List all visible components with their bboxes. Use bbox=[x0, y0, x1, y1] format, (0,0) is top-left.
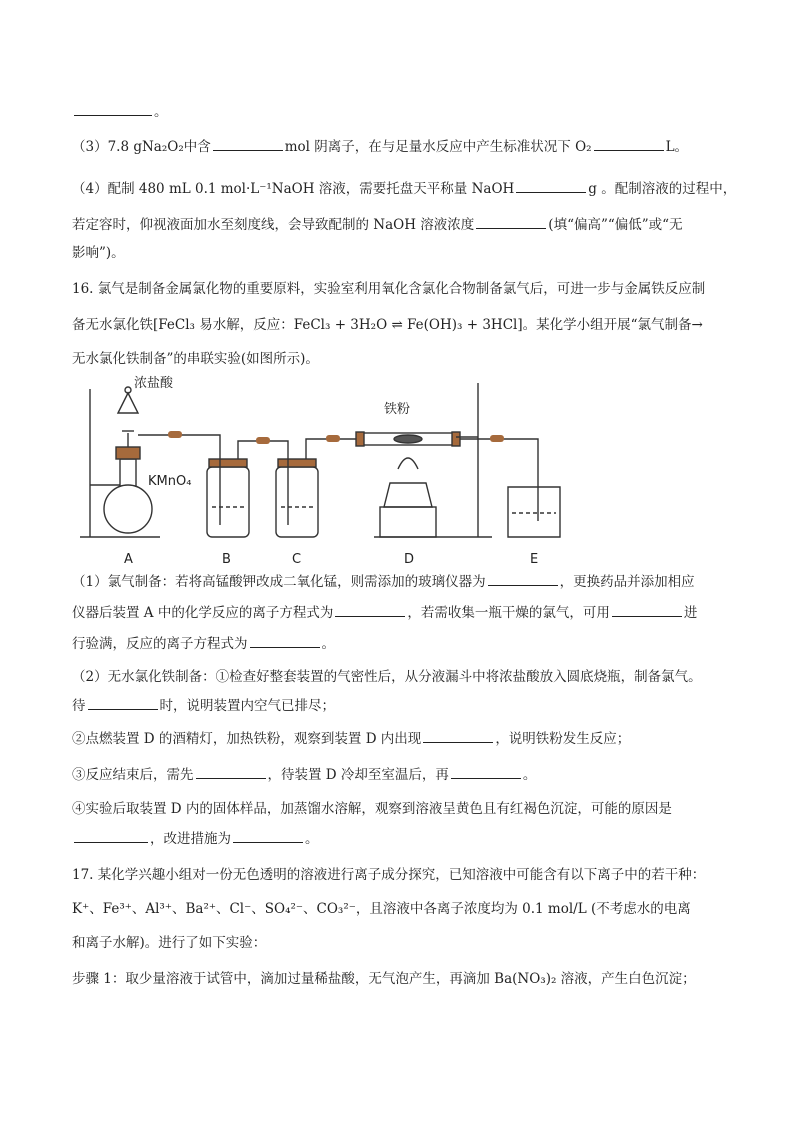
rubber-connector-3 bbox=[326, 435, 340, 442]
answer-blank[interactable] bbox=[594, 136, 664, 151]
question-16-stem-2: 备无水氯化铁[FeCl₃ 易水解，反应：FeCl₃ + 3H₂O ⇌ Fe(OH)₃ + 3HCl]。某化学小组开展“氯气制备→ bbox=[72, 317, 703, 333]
answer-blank[interactable] bbox=[516, 178, 586, 193]
rubber-connector-2 bbox=[256, 437, 270, 444]
answer-line-1: 。 bbox=[72, 101, 722, 123]
bottle-c-stopper bbox=[278, 459, 316, 467]
question-15-4: （4）配制 480 mL 0.1 mol·L⁻¹NaOH 溶液，需要托盘天平称量 NaOH g 。配制溶液的过程中， bbox=[72, 178, 722, 200]
lamp-flame bbox=[398, 458, 418, 469]
rubber-connector-4 bbox=[490, 435, 504, 442]
tube-c-d bbox=[288, 439, 360, 525]
question-15-4-end: 影响”)。 bbox=[72, 245, 125, 261]
separatory-funnel bbox=[118, 393, 138, 447]
label-kmno4: KMnO₄ bbox=[148, 474, 192, 489]
question-15-3: （3）7.8 gNa₂O₂中含 mol 阴离子，在与足量水反应中产生标准状况下 O₂ L。 bbox=[72, 136, 722, 158]
question-15-4-cont: 若定容时，仰视液面加水至刻度线，会导致配制的 NaOH 溶液浓度 (填“偏高”“偏低”或“无 bbox=[72, 214, 722, 236]
answer-blank[interactable] bbox=[476, 214, 546, 229]
question-16-2: （2）无水氯化铁制备：①检查好整套装置的气密性后，从分液漏斗中将浓盐酸放入圆底烧瓶，制备氯气。 bbox=[72, 669, 702, 685]
question-17-step1: 步骤 1：取少量溶液于试管中，滴加过量稀盐酸，无气泡产生，再滴加 Ba(NO₃)₂ 溶液，产生白色沉淀； bbox=[72, 971, 696, 987]
answer-blank[interactable] bbox=[74, 828, 148, 843]
answer-blank[interactable] bbox=[74, 101, 152, 116]
answer-blank[interactable] bbox=[451, 764, 521, 779]
answer-blank[interactable] bbox=[250, 633, 320, 648]
answer-blank[interactable] bbox=[335, 602, 405, 617]
alcohol-lamp bbox=[384, 483, 432, 507]
question-16-2-step3: ③反应结束后，需先 ，待装置 D 冷却至室温后，再 。 bbox=[72, 764, 722, 786]
question-16-stem: 16. 氯气是制备金属氯化物的重要原料，实验室利用氧化含氯化合物制备氯气后，可进一步与金属铁反应制 bbox=[72, 281, 706, 297]
label-a: A bbox=[124, 552, 133, 567]
gas-washing-bottle-b bbox=[207, 467, 249, 537]
question-17-ions: K⁺、Fe³⁺、Al³⁺、Ba²⁺、Cl⁻、SO₄²⁻、CO₃²⁻，且溶液中各离子浓度均为 0.1 mol/L (不考虑水的电离 bbox=[72, 901, 691, 917]
experiment-apparatus-diagram bbox=[72, 375, 722, 567]
label-c: C bbox=[292, 552, 302, 567]
label-concentrated-hcl: 浓盐酸 bbox=[134, 376, 174, 391]
question-16-1-cont: 仪器后装置 A 中的化学反应的离子方程式为 ，若需收集一瓶干燥的氯气，可用 进 bbox=[72, 602, 722, 624]
answer-blank[interactable] bbox=[488, 571, 558, 586]
tube-d-stopper-right bbox=[452, 432, 460, 446]
answer-blank[interactable] bbox=[423, 728, 493, 743]
question-16-2-step4: ④实验后取装置 D 内的固体样品，加蒸馏水溶解，观察到溶液呈黄色且有红褐色沉淀，可能的原因是 bbox=[72, 801, 672, 817]
label-d: D bbox=[404, 552, 415, 567]
answer-blank[interactable] bbox=[88, 695, 158, 710]
tube-a-b bbox=[138, 435, 220, 459]
question-16-2-step4-cont: ，改进措施为 。 bbox=[72, 828, 722, 850]
answer-blank[interactable] bbox=[196, 764, 266, 779]
iron-powder bbox=[394, 435, 422, 443]
question-16-1: （1）氯气制备：若将高锰酸钾改成二氧化锰，则需添加的玻璃仪器为 ，更换药品并添加相应 bbox=[72, 571, 722, 593]
question-16-2-cont: 待 时，说明装置内空气已排尽； bbox=[72, 695, 722, 717]
flask-stopper bbox=[116, 447, 140, 459]
label-iron-powder: 铁粉 bbox=[384, 402, 411, 417]
answer-blank[interactable] bbox=[612, 602, 682, 617]
round-bottom-flask bbox=[104, 485, 152, 533]
answer-blank[interactable] bbox=[233, 828, 303, 843]
lamp-block bbox=[380, 507, 436, 537]
rubber-connector-1 bbox=[168, 431, 182, 438]
question-16-1-end: 行验满，反应的离子方程式为 。 bbox=[72, 633, 722, 655]
question-17-stem-2: 和离子水解)。进行了如下实验： bbox=[72, 935, 267, 951]
bottle-b-stopper bbox=[209, 459, 247, 467]
question-16-stem-3: 无水氯化铁制备”的串联实验(如图所示)。 bbox=[72, 351, 319, 367]
label-b: B bbox=[222, 552, 231, 567]
tube-d-e bbox=[460, 439, 538, 521]
label-e: E bbox=[530, 552, 539, 567]
flask-neck bbox=[120, 459, 136, 487]
tube-b-c bbox=[220, 441, 288, 525]
answer-blank[interactable] bbox=[213, 136, 283, 151]
question-16-2-step2: ②点燃装置 D 的酒精灯，加热铁粉，观察到装置 D 内出现 ，说明铁粉发生反应； bbox=[72, 728, 722, 750]
beaker-e bbox=[508, 487, 560, 537]
gas-washing-bottle-c bbox=[276, 467, 318, 537]
question-17-stem: 17. 某化学兴趣小组对一份无色透明的溶液进行离子成分探究，已知溶液中可能含有以下离子中的若干种： bbox=[72, 867, 706, 883]
tube-d-stopper-left bbox=[356, 432, 364, 446]
